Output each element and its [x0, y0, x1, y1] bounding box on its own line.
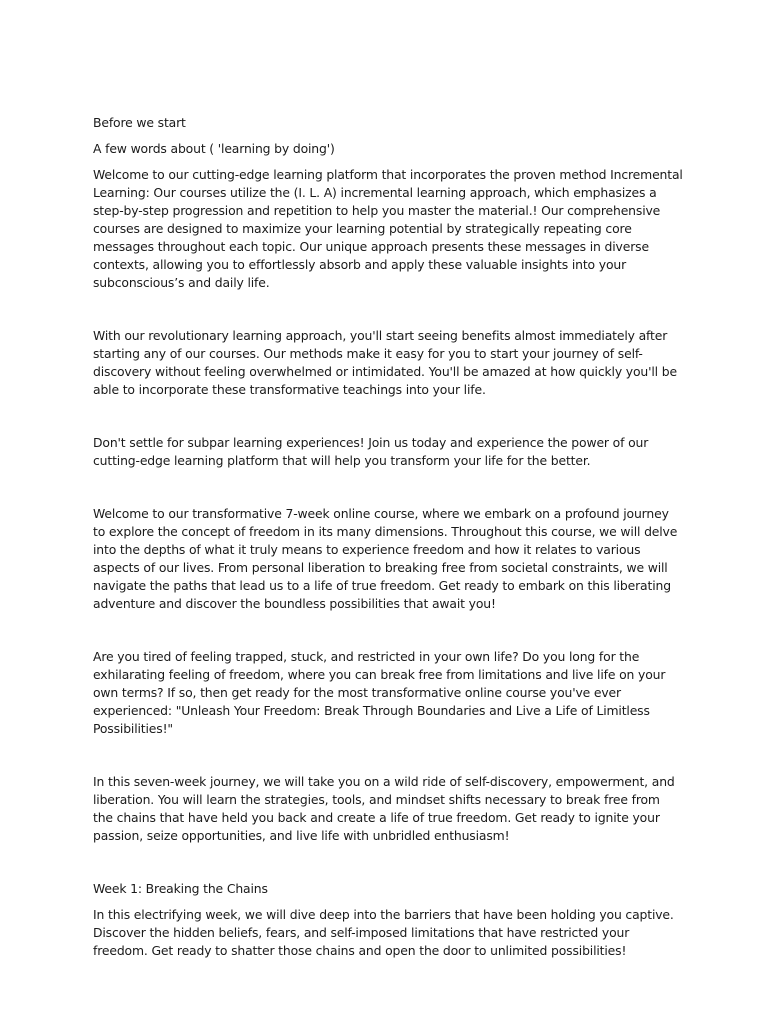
paragraph-dont-settle: Don't settle for subpar learning experiences! Join us today and experience the power of our cutting-edge learning platform that will help you transform your life for the better.	[93, 435, 649, 468]
paragraph-feeling-trapped: Are you tired of feeling trapped, stuck, and restricted in your own life? Do you long for the exhilarating feeling of freedom, where you can break free from limitations and live life on your own terms? If so, then get ready for the most transformative online course you've ever experienced: "Unleash Your Freedom: Break Through Boundaries and Live a Life of Limitless Possibilities!"	[93, 649, 666, 736]
paragraph-seven-week-course: Welcome to our transformative 7-week online course, where we embark on a profound journey to explore the concept of freedom in its many dimensions. Throughout this course, we will delve into the depths of what it truly means to experience freedom and how it relates to various aspects of our lives. From personal liberation to breaking free from societal constraints, we will navigate the paths that lead us to a life of true freedom. Get ready to embark on this liberating adventure and discover the boundless possibilities that await you!	[93, 506, 678, 611]
heading-learning-by-doing: A few words about ( 'learning by doing')	[93, 141, 335, 156]
paragraph-revolutionary-approach: With our revolutionary learning approach, you'll start seeing benefits almost immediately after starting any of our courses. Our methods make it easy for you to start your journey of self-discovery without feeling overwhelmed or intimidated. You'll be amazed at how quickly you'll be able to incorporate these transformative teachings into your life.	[93, 328, 677, 397]
document-body	[93, 114, 683, 960]
heading-before-we-start: Before we start	[93, 115, 186, 130]
paragraph-incremental-learning: Welcome to our cutting-edge learning platform that incorporates the proven method Incremental Learning: Our courses utilize the (I. L. A) incremental learning approach, which emphasizes a step-by-step progression and repetition to help you master the material.! Our comprehensive courses are designed to maximize your learning potential by strategically repeating core messages throughout each topic. Our unique approach presents these messages in diverse contexts, allowing you to effortlessly absorb and apply these valuable insights into your subconscious’s and daily life.	[93, 167, 683, 290]
paragraph-week-1: In this electrifying week, we will dive deep into the barriers that have been holding you captive. Discover the hidden beliefs, fears, and self-imposed limitations that have restricted your freedom. Get ready to shatter those chains and open the door to unlimited possibilities!	[93, 907, 674, 958]
paragraph-seven-week-journey: In this seven-week journey, we will take you on a wild ride of self-discovery, empowerment, and liberation. You will learn the strategies, tools, and mindset shifts necessary to break free from the chains that have held you back and create a life of true freedom. Get ready to ignite your passion, seize opportunities, and live life with unbridled enthusiasm!	[93, 774, 675, 843]
heading-week-1: Week 1: Breaking the Chains	[93, 881, 268, 896]
